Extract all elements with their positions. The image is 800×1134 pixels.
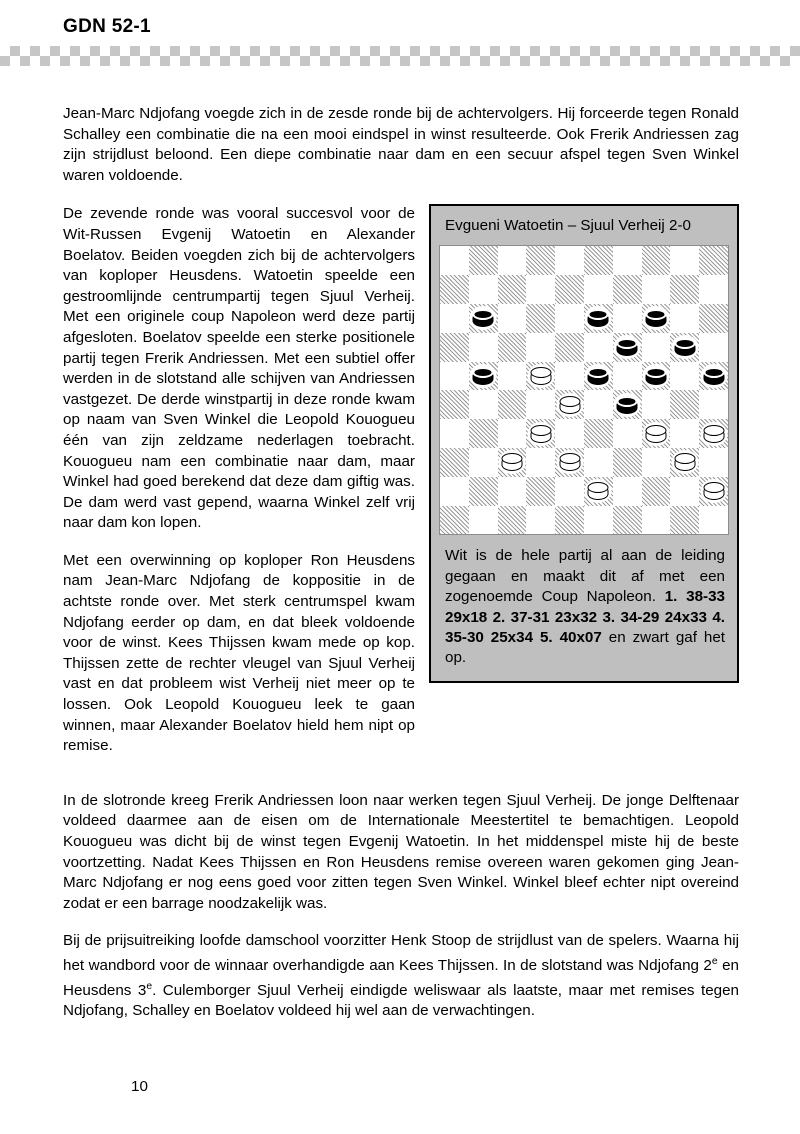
board-square-r2-c0[interactable] bbox=[440, 304, 469, 333]
board-square-r3-c6[interactable] bbox=[613, 333, 642, 362]
board-square-r0-c3[interactable] bbox=[526, 246, 555, 275]
board-square-r0-c8[interactable] bbox=[670, 246, 699, 275]
board-square-r8-c4[interactable] bbox=[555, 477, 584, 506]
board-square-r5-c3[interactable] bbox=[526, 390, 555, 419]
board-square-r8-c0[interactable] bbox=[440, 477, 469, 506]
black-piece[interactable] bbox=[645, 367, 666, 385]
board-square-r9-c5[interactable] bbox=[584, 506, 613, 535]
board-square-r2-c4[interactable] bbox=[555, 304, 584, 333]
board-square-r8-c1[interactable] bbox=[469, 477, 498, 506]
board-square-r5-c8[interactable] bbox=[670, 390, 699, 419]
board-square-r4-c6[interactable] bbox=[613, 362, 642, 391]
board-square-r3-c7[interactable] bbox=[642, 333, 671, 362]
board-square-r4-c8[interactable] bbox=[670, 362, 699, 391]
board-square-r3-c9[interactable] bbox=[699, 333, 728, 362]
piece-top bbox=[703, 482, 724, 493]
board-square-r3-c3[interactable] bbox=[526, 333, 555, 362]
board-square-r4-c7[interactable] bbox=[642, 362, 671, 391]
white-piece[interactable] bbox=[674, 453, 695, 471]
piece-top bbox=[530, 367, 551, 378]
board-square-r2-c8[interactable] bbox=[670, 304, 699, 333]
paragraph-left-2: Met een overwinning op koploper Ron Heusdens nam Jean-Marc Ndjofang de koppositie in de achtste ronde over. Met sterk centrumspel kwam Ndjofang eerder op dam, en dat bleek voldoende voor de winst. Kees Thijssen kwam mede op kop. Thijssen zette de rechter vleugel van Sjuul Verheij vast en dat probleem wist Verheij niet meer op te lossen. Ook Leopold Kouogueu leek te gaan winnen, maar Alexander Boelatov hield hem nipt op remise. bbox=[63, 551, 415, 755]
piece-top bbox=[645, 425, 666, 436]
page-header bbox=[0, 0, 800, 70]
board-square-r0-c7[interactable] bbox=[642, 246, 671, 275]
board-square-r5-c7[interactable] bbox=[642, 390, 671, 419]
white-piece[interactable] bbox=[501, 453, 522, 471]
board-square-r0-c4[interactable] bbox=[555, 246, 584, 275]
paragraph-left-1: De zevende ronde was vooral succesvol voor de Wit-Russen Evgenij Watoetin en Alexander Boelatov. Beiden voegden zich bij de achtervolgers van koploper Heusdens. Watoetin speelde een gestroomlijnde centrumpartij tegen Sjuul Verheij. Met een originele coup Napoleon werd deze partij afgesloten. Boelatov speelde een sterke positionele partij tegen Frerik Andriessen. Met een subtiel offer werden in de slotstand alle schijven van Andriessen vastgezet. De derde winstpartij in deze ronde kwam op naam van Sven Winkel die Leopold Kouogueu één van zijn zeldzame nederlagen toebracht. Kouogueu nam een combinatie naar dam, maar Winkel had goed berekend dat deze dam giftig was. De dam werd vast gepend, waarna Winkel zelf vrij naar dam kon lopen. bbox=[63, 205, 415, 532]
board-square-r2-c5[interactable] bbox=[584, 304, 613, 333]
board-square-r7-c1[interactable] bbox=[469, 448, 498, 477]
board-square-r1-c6[interactable] bbox=[613, 275, 642, 304]
piece-top bbox=[674, 453, 695, 464]
board-square-r3-c2[interactable] bbox=[498, 333, 527, 362]
paragraph-body-2 bbox=[63, 931, 739, 1022]
board-square-r5-c1[interactable] bbox=[469, 390, 498, 419]
board-square-r8-c9[interactable] bbox=[699, 477, 728, 506]
piece-top bbox=[588, 367, 609, 378]
board-square-r7-c8[interactable] bbox=[670, 448, 699, 477]
caption-intro-text: Wit is de hele partij al aan de leiding gegaan en maakt dit af met een zogenoemde Coup Napoleon. bbox=[445, 547, 725, 606]
diagram-title: Evgueni Watoetin – Sjuul Verheij 2-0 bbox=[445, 217, 691, 235]
board-square-r7-c6[interactable] bbox=[613, 448, 642, 477]
board-square-r9-c4[interactable] bbox=[555, 506, 584, 535]
board-square-r4-c4[interactable] bbox=[555, 362, 584, 391]
board-square-r5-c5[interactable] bbox=[584, 390, 613, 419]
white-piece[interactable] bbox=[559, 453, 580, 471]
white-piece[interactable] bbox=[703, 425, 724, 443]
piece-top bbox=[617, 338, 638, 349]
white-piece[interactable] bbox=[703, 482, 724, 500]
board-square-r8-c7[interactable] bbox=[642, 477, 671, 506]
board-square-r0-c6[interactable] bbox=[613, 246, 642, 275]
left-column bbox=[63, 204, 415, 773]
board-square-r4-c3[interactable] bbox=[526, 362, 555, 391]
board-square-r7-c0[interactable] bbox=[440, 448, 469, 477]
paragraph-intro: Jean-Marc Ndjofang voegde zich in de zesde ronde bij de achtervolgers. Hij forceerde tegen Ronald Schalley een combinatie die na een mooi eindspel in winst resulteerde. Ook Frerik Andriessen zag zijn strijdlust beloond. Een diepe combinatie naar dam en een secuur afspel tegen Sven Winkel waren voldoende. bbox=[63, 105, 739, 184]
board-square-r2-c7[interactable] bbox=[642, 304, 671, 333]
board-square-r0-c2[interactable] bbox=[498, 246, 527, 275]
board-square-r5-c2[interactable] bbox=[498, 390, 527, 419]
board-square-r7-c2[interactable] bbox=[498, 448, 527, 477]
board-square-r4-c9[interactable] bbox=[699, 362, 728, 391]
black-piece[interactable] bbox=[588, 309, 609, 327]
board-square-r8-c6[interactable] bbox=[613, 477, 642, 506]
board-square-r9-c1[interactable] bbox=[469, 506, 498, 535]
board-square-r6-c0[interactable] bbox=[440, 419, 469, 448]
board-square-r6-c2[interactable] bbox=[498, 419, 527, 448]
board-square-r7-c4[interactable] bbox=[555, 448, 584, 477]
board-square-r5-c9[interactable] bbox=[699, 390, 728, 419]
piece-top bbox=[559, 396, 580, 407]
black-piece[interactable] bbox=[473, 367, 494, 385]
board-square-r1-c1[interactable] bbox=[469, 275, 498, 304]
checkered-divider bbox=[0, 46, 800, 66]
piece-top bbox=[559, 453, 580, 464]
board-square-r9-c2[interactable] bbox=[498, 506, 527, 535]
caption-moves-text: 1. 38-33 29x18 2. 37-31 23x32 3. 34-29 24x33 4. 35-30 25x34 5. 40x07 bbox=[445, 588, 725, 646]
piece-top bbox=[473, 309, 494, 320]
board-square-r2-c1[interactable] bbox=[469, 304, 498, 333]
body2-part3: . Culemborger Sjuul Verheij eindigde weliswaar als laatste, maar met remises tegen Ndjofang, Schalley en Boelatov voldeed hij wel aan de verwachtingen. bbox=[63, 981, 739, 1020]
board-square-r1-c0[interactable] bbox=[440, 275, 469, 304]
board-square-r7-c7[interactable] bbox=[642, 448, 671, 477]
board-square-r3-c8[interactable] bbox=[670, 333, 699, 362]
board-square-r9-c6[interactable] bbox=[613, 506, 642, 535]
board-square-r2-c3[interactable] bbox=[526, 304, 555, 333]
board-square-r2-c9[interactable] bbox=[699, 304, 728, 333]
board-square-r1-c2[interactable] bbox=[498, 275, 527, 304]
piece-top bbox=[703, 425, 724, 436]
board-square-r4-c5[interactable] bbox=[584, 362, 613, 391]
board-square-r9-c0[interactable] bbox=[440, 506, 469, 535]
body2-part1: Bij de prijsuitreiking loofde damschool voorzitter Henk Stoop de strijdlust van de spelers. Waarna hij het wandbord voor de winnaar overhandigde aan Kees Thijssen. In de slotstand was Ndjofang 2 bbox=[63, 932, 739, 975]
black-piece[interactable] bbox=[617, 396, 638, 414]
board-square-r5-c6[interactable] bbox=[613, 390, 642, 419]
diagram-box bbox=[429, 204, 739, 682]
white-piece[interactable] bbox=[588, 482, 609, 500]
diagram-caption bbox=[431, 535, 737, 680]
board-holder bbox=[431, 245, 737, 535]
white-piece[interactable] bbox=[530, 425, 551, 443]
board-square-r2-c2[interactable] bbox=[498, 304, 527, 333]
column-wrap bbox=[63, 204, 739, 773]
draughts-board[interactable] bbox=[439, 245, 729, 535]
board-square-r9-c9[interactable] bbox=[699, 506, 728, 535]
board-square-r1-c5[interactable] bbox=[584, 275, 613, 304]
page-number: 10 bbox=[131, 1078, 148, 1095]
black-piece[interactable] bbox=[645, 309, 666, 327]
board-square-r9-c8[interactable] bbox=[670, 506, 699, 535]
board-square-r8-c3[interactable] bbox=[526, 477, 555, 506]
piece-top bbox=[617, 396, 638, 407]
black-piece[interactable] bbox=[703, 367, 724, 385]
white-piece[interactable] bbox=[645, 425, 666, 443]
board-square-r0-c0[interactable] bbox=[440, 246, 469, 275]
board-square-r7-c3[interactable] bbox=[526, 448, 555, 477]
board-square-r0-c9[interactable] bbox=[699, 246, 728, 275]
board-square-r8-c2[interactable] bbox=[498, 477, 527, 506]
board-square-r6-c1[interactable] bbox=[469, 419, 498, 448]
board-square-r3-c5[interactable] bbox=[584, 333, 613, 362]
page-body bbox=[63, 104, 739, 1022]
paragraph-body-1: In de slotronde kreeg Frerik Andriessen loon naar werken tegen Sjuul Verheij. De jonge Delftenaar voldeed daarmee aan de eisen om de Internationale Meestertitel te bemachtigen. Leopold Kouogueu was dicht bij de winst tegen Evgenij Watoetin. In het middenspel miste hij de beste voortzetting. Nadat Kees Thijssen en Ron Heusdens remise overeen waren gekomen ging Jean-Marc Ndjofang er nog eens goed voor zitten tegen Sven Winkel. Winkel bleef echter nipt overeind zodat er een barrage noodzakelijk was. bbox=[63, 791, 739, 912]
piece-top bbox=[674, 338, 695, 349]
board-square-r1-c4[interactable] bbox=[555, 275, 584, 304]
piece-top bbox=[645, 309, 666, 320]
board-square-r7-c9[interactable] bbox=[699, 448, 728, 477]
piece-top bbox=[501, 453, 522, 464]
board-square-r6-c4[interactable] bbox=[555, 419, 584, 448]
board-square-r9-c7[interactable] bbox=[642, 506, 671, 535]
board-square-r6-c3[interactable] bbox=[526, 419, 555, 448]
black-piece[interactable] bbox=[473, 309, 494, 327]
board-square-r6-c5[interactable] bbox=[584, 419, 613, 448]
body2-part2: en Heusdens 3 bbox=[63, 957, 739, 999]
black-piece[interactable] bbox=[617, 338, 638, 356]
board-square-r4-c0[interactable] bbox=[440, 362, 469, 391]
board-square-r1-c3[interactable] bbox=[526, 275, 555, 304]
board-square-r6-c8[interactable] bbox=[670, 419, 699, 448]
piece-top bbox=[645, 367, 666, 378]
board-square-r6-c6[interactable] bbox=[613, 419, 642, 448]
piece-top bbox=[530, 425, 551, 436]
board-square-r1-c8[interactable] bbox=[670, 275, 699, 304]
board-square-r4-c2[interactable] bbox=[498, 362, 527, 391]
board-square-r4-c1[interactable] bbox=[469, 362, 498, 391]
board-square-r7-c5[interactable] bbox=[584, 448, 613, 477]
piece-top bbox=[588, 482, 609, 493]
piece-top bbox=[703, 367, 724, 378]
page-title: GDN 52-1 bbox=[63, 16, 151, 37]
board-square-r3-c0[interactable] bbox=[440, 333, 469, 362]
board-square-r3-c4[interactable] bbox=[555, 333, 584, 362]
board-square-r8-c8[interactable] bbox=[670, 477, 699, 506]
board-square-r6-c9[interactable] bbox=[699, 419, 728, 448]
piece-top bbox=[473, 367, 494, 378]
caption-outro-text: en zwart gaf het op. bbox=[445, 629, 725, 667]
black-piece[interactable] bbox=[674, 338, 695, 356]
board-square-r0-c5[interactable] bbox=[584, 246, 613, 275]
white-piece[interactable] bbox=[559, 396, 580, 414]
white-piece[interactable] bbox=[530, 367, 551, 385]
board-square-r0-c1[interactable] bbox=[469, 246, 498, 275]
board-square-r8-c5[interactable] bbox=[584, 477, 613, 506]
black-piece[interactable] bbox=[588, 367, 609, 385]
board-square-r6-c7[interactable] bbox=[642, 419, 671, 448]
intro-section bbox=[63, 104, 739, 186]
board-square-r9-c3[interactable] bbox=[526, 506, 555, 535]
board-square-r3-c1[interactable] bbox=[469, 333, 498, 362]
body2-sup2: e bbox=[146, 980, 153, 992]
board-square-r5-c4[interactable] bbox=[555, 390, 584, 419]
board-square-r5-c0[interactable] bbox=[440, 390, 469, 419]
piece-top bbox=[588, 309, 609, 320]
body2-sup1: e bbox=[711, 955, 718, 967]
board-square-r1-c9[interactable] bbox=[699, 275, 728, 304]
board-square-r2-c6[interactable] bbox=[613, 304, 642, 333]
board-square-r1-c7[interactable] bbox=[642, 275, 671, 304]
